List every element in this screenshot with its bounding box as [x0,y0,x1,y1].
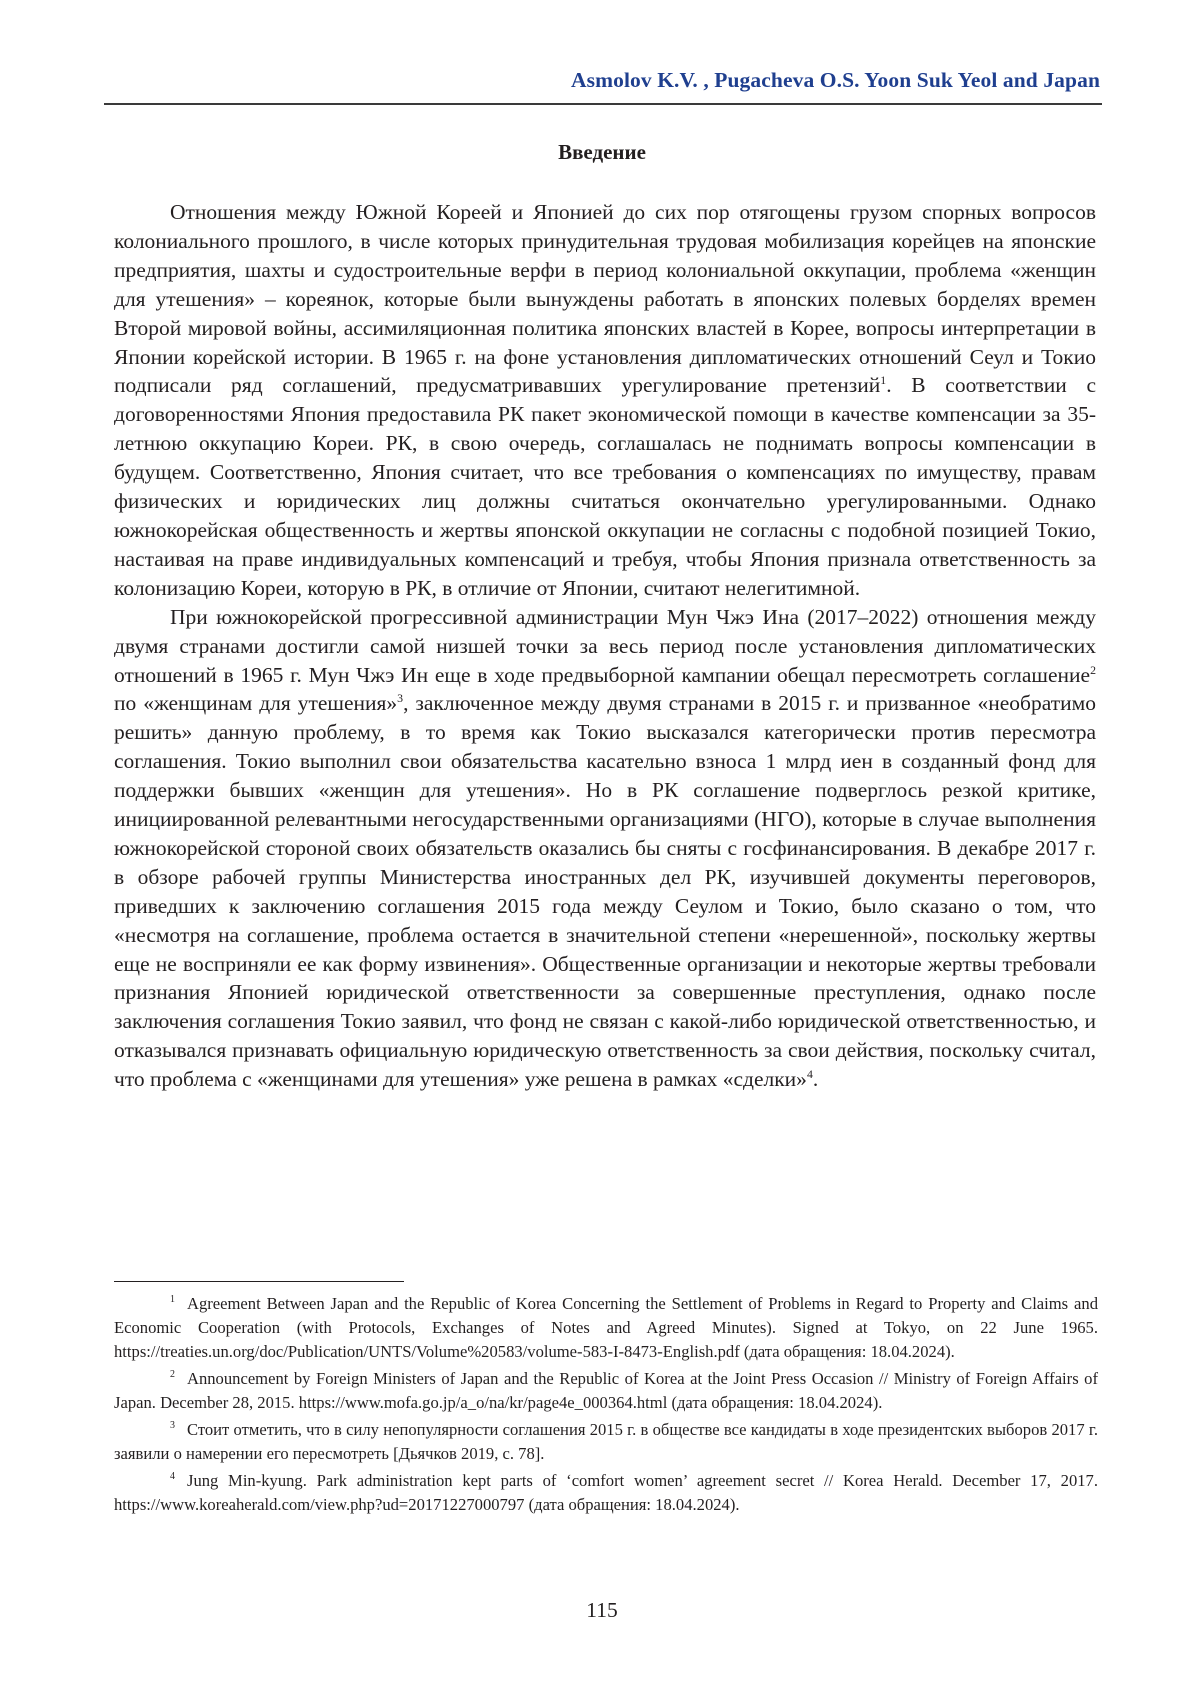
footnote-separator [114,1281,404,1282]
paragraph-2 [114,603,1096,1094]
footnote-4 [114,1469,1098,1517]
page-number: 115 [586,1598,618,1622]
footnote-text: Announcement by Foreign Ministers of Japan and the Republic of Korea at the Joint Press Occasion // Ministry of Foreign Affairs of Japan. December 28, 2015. https://www.mofa.go.jp/a_o/na/kr/page4e_000364.html (дата обращения: 18.04.2024). [114,1369,1098,1412]
footnote-mark: 2 [170,1369,175,1381]
footnote-1 [114,1292,1098,1364]
body-text [114,198,1096,1094]
footnote-ref-3: 3 [397,691,404,706]
footnote-2 [114,1367,1098,1415]
paragraph-text: При южнокорейской прогрессивной администрации Мун Чжэ Ина (2017–2022) отношения между двумя странами достигли самой низшей точки за весь период после установления дипломатических отношений в 1965 г. Мун Чжэ Ин еще в ходе предвыборной кампании обещал пересмотреть соглашение [114,604,1096,687]
footnote-ref-4: 4 [806,1067,813,1082]
section-title: Введение [558,140,646,164]
running-head: Asmolov K.V. , Pugacheva O.S. Yoon Suk Yeol and Japan [571,68,1100,92]
header-rule [104,103,1102,105]
footnote-text: Стоит отметить, что в силу непопулярности соглашения 2015 г. в обществе все кандидаты в ходе президентских выборов 2017 г. заявили о намерении его пересмотреть [Дьячков 2019, с. 78]. [114,1420,1098,1463]
footnote-text: Agreement Between Japan and the Republic of Korea Concerning the Settlement of Problems in Regard to Property and Claims and Economic Cooperation (with Protocols, Exchanges of Notes and Agreed Minutes). Signed at Tokyo, on 22 June 1965. https://treaties.un.org/doc/Publication/UNTS/Volume%20583/volume-583-I-8473-English.pdf (дата обращения: 18.04.2024). [114,1294,1098,1361]
paragraph-text: по «женщинам для утешения» [114,691,398,716]
paragraph-1 [114,198,1096,603]
paragraph-text: Отношения между Южной Кореей и Японией до сих пор отягощены грузом спорных вопросов колониального прошлого, в числе которых принудительная трудовая мобилизация корейцев на японские предприятия, шахты и судостроительные верфи в период колониальной оккупации, проблема «женщин для утешения» – кореянок, которые были вынуждены работать в японских полевых борделях времен Второй мировой войны, ассимиляционная политика японских властей в Корее, вопросы интерпретации в Японии корейской истории. В 1965 г. на фоне установления дипломатических отношений Сеул и Токио подписали ряд соглашений, предусматривавших урегулирование претензий [114,200,1096,398]
footnote-mark: 4 [170,1471,175,1483]
footnote-3 [114,1418,1098,1466]
footnote-ref-1: 1 [880,373,887,388]
paragraph-text: . В соответствии с договоренностями Япония предоставила РК пакет экономической помощи в качестве компенсации за 35-летнюю оккупацию Кореи. РК, в свою очередь, соглашалась не поднимать вопросы компенсации в будущем. Соответственно, Япония считает, что все требования о компенсациях по имуществу, правам физических и юридических лиц должны считаться окончательно урегулированными. Однако южнокорейская общественность и жертвы японской оккупации не согласны с подобной позицией Токио, настаивая на праве индивидуальных компенсаций и требуя, чтобы Япония признала ответственность за колонизацию Кореи, которую в РК, в отличие от Японии, считают нелегитимной. [114,373,1097,600]
footnote-text: Jung Min-kyung. Park administration kept parts of ‘comfort women’ agreement secret // Korea Herald. December 17, 2017. https://www.koreaherald.com/view.php?ud=20171227000797 (дата обращения: 18.04.2024). [114,1471,1098,1514]
footnote-ref-2: 2 [1090,662,1096,677]
paragraph-text: . [812,1067,819,1092]
paragraph-text: , заключенное между двумя странами в 2015 г. и призванное «необратимо решить» данную проблему, в то время как Токио высказался категорически против пересмотра соглашения. Токио выполнил свои обязательства касательно взноса 1 млрд иен в созданный фонд для поддержки бывших «женщин для утешения». Но в РК соглашение подверглось резкой критике, инициированной релевантными негосударственными организациями (НГО), которые в случае выполнения южнокорейской стороной своих обязательств оказались бы сняты с госфинансирования. В декабре 2017 г. в обзоре рабочей группы Министерства иностранных дел РК, изучившей документы переговоров, приведших к заключению соглашения 2015 года между Сеулом и Токио, было сказано о том, что «несмотря на соглашение, проблема остается в значительной степени «нерешенной», поскольку жертвы еще не восприняли ее как форму извинения». Общественные организации и некоторые жертвы требовали признания Японией юридической ответственности за совершенные преступления, однако после заключения соглашения Токио заявил, что фонд не связан с какой-либо юридической ответственностью, и отказывался признавать официальную юридическую ответственность за свои действия, поскольку считал, что проблема с «женщинами для утешения» уже решена в рамках «сделки» [114,691,1096,1092]
footnotes [114,1292,1098,1520]
footnote-mark: 1 [170,1294,175,1306]
footnote-mark: 3 [170,1420,175,1432]
